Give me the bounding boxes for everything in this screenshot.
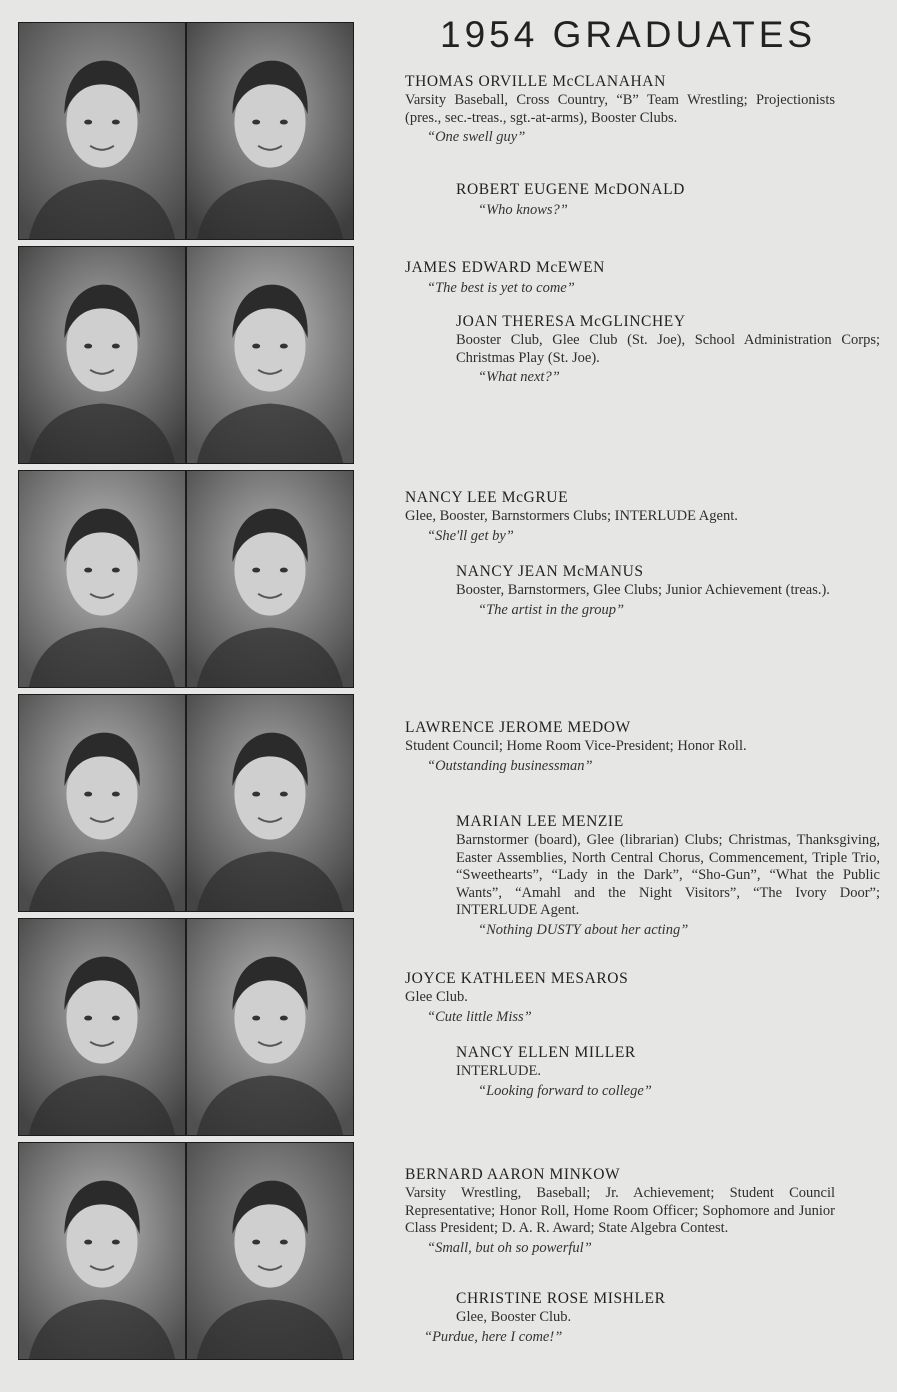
- portrait-photo: [186, 246, 354, 464]
- portrait-photo: [18, 470, 186, 688]
- graduate-name: JOAN THERESA McGLINCHEY: [456, 313, 686, 330]
- portrait-photo: [186, 918, 354, 1136]
- portrait-photo: [186, 1142, 354, 1360]
- graduate-name: BERNARD AARON MINKOW: [405, 1166, 621, 1183]
- graduate-name: NANCY ELLEN MILLER: [456, 1044, 636, 1061]
- activities: Glee, Booster Club.: [456, 1309, 572, 1325]
- quote: “What next?”: [478, 369, 560, 385]
- entry-mcewen: [405, 258, 835, 299]
- activities: Glee, Booster, Barnstormers Clubs; INTERLUDE Agent.: [405, 508, 738, 524]
- portrait-photo: [18, 22, 186, 240]
- portrait-photo: [18, 1142, 186, 1360]
- quote: “Purdue, here I come!”: [424, 1328, 563, 1345]
- quote: “One swell guy”: [427, 129, 526, 145]
- entry-minkow: [405, 1165, 835, 1259]
- portrait-photo: [186, 470, 354, 688]
- graduate-name: LAWRENCE JEROME MEDOW: [405, 719, 631, 736]
- graduate-name: CHRISTINE ROSE MISHLER: [456, 1290, 666, 1307]
- quote: “The artist in the group”: [478, 601, 625, 618]
- entry-medow: [405, 718, 835, 777]
- portrait-photo: [18, 918, 186, 1136]
- portrait-photo: [18, 694, 186, 912]
- activities: Glee Club.: [405, 989, 468, 1005]
- activities: Varsity Wrestling, Baseball; Jr. Achievement; Student Council Representative; Honor Roll, Home Room Officer; Sophomore and Junior Class President; D. A. R. Award; State Algebra Contest.: [405, 1185, 835, 1236]
- graduate-name: JOYCE KATHLEEN MESAROS: [405, 970, 629, 987]
- graduate-name: NANCY LEE McGRUE: [405, 489, 569, 506]
- graduate-name: NANCY JEAN McMANUS: [456, 563, 644, 580]
- entry-menzie: [456, 812, 880, 941]
- entry-mcmanus: [456, 562, 880, 621]
- graduate-name: THOMAS ORVILLE McCLANAHAN: [405, 73, 666, 90]
- activities: Booster, Barnstormers, Glee Clubs; Junior Achievement (treas.).: [456, 582, 830, 598]
- graduate-name: MARIAN LEE MENZIE: [456, 813, 624, 830]
- quote: “Who knows?”: [478, 202, 568, 218]
- entry-mesaros: [405, 969, 835, 1028]
- quote: “She'll get by”: [427, 527, 514, 544]
- graduate-name: JAMES EDWARD McEWEN: [405, 259, 605, 276]
- portrait-photo: [186, 694, 354, 912]
- photo-grid: [18, 22, 354, 1366]
- page-title: 1954 GRADUATES: [440, 14, 817, 55]
- quote: “Outstanding businessman”: [427, 757, 593, 774]
- activities: Varsity Baseball, Cross Country, “B” Team Wrestling; Projectionists (pres., sec.-treas., sgt.-at-arms), Booster Clubs.: [405, 92, 835, 126]
- quote: “Nothing DUSTY about her acting”: [478, 921, 689, 938]
- entry-mishler: [424, 1289, 880, 1348]
- activities: Student Council; Home Room Vice-President; Honor Roll.: [405, 738, 747, 754]
- quote: “Small, but oh so powerful”: [427, 1239, 592, 1256]
- quote: “The best is yet to come”: [427, 280, 575, 296]
- activities: Barnstormer (board), Glee (librarian) Clubs; Christmas, Thanksgiving, Easter Assemblies, North Central Chorus, Commencement, Triple Trio, “Sweethearts”, “Lady in the Dark”, “Sho-Gun”, “What the Public Wants”, “Amahl and the Night Visitors”, “The Ivory Door”; INTERLUDE Agent.: [456, 832, 880, 918]
- entry-mcgrue: [405, 488, 835, 547]
- entry-miller: [456, 1043, 880, 1102]
- quote: “Looking forward to college”: [478, 1082, 652, 1099]
- entry-mcdonald: [456, 180, 880, 221]
- activities: INTERLUDE.: [456, 1063, 541, 1079]
- portrait-photo: [186, 22, 354, 240]
- quote: “Cute little Miss”: [427, 1008, 532, 1025]
- portrait-photo: [18, 246, 186, 464]
- entry-mcglinchey: [456, 312, 880, 388]
- graduate-name: ROBERT EUGENE McDONALD: [456, 181, 685, 198]
- activities: Booster Club, Glee Club (St. Joe), School Administration Corps; Christmas Play (St. Joe).: [456, 332, 880, 366]
- entry-mcclanahan: [405, 72, 835, 148]
